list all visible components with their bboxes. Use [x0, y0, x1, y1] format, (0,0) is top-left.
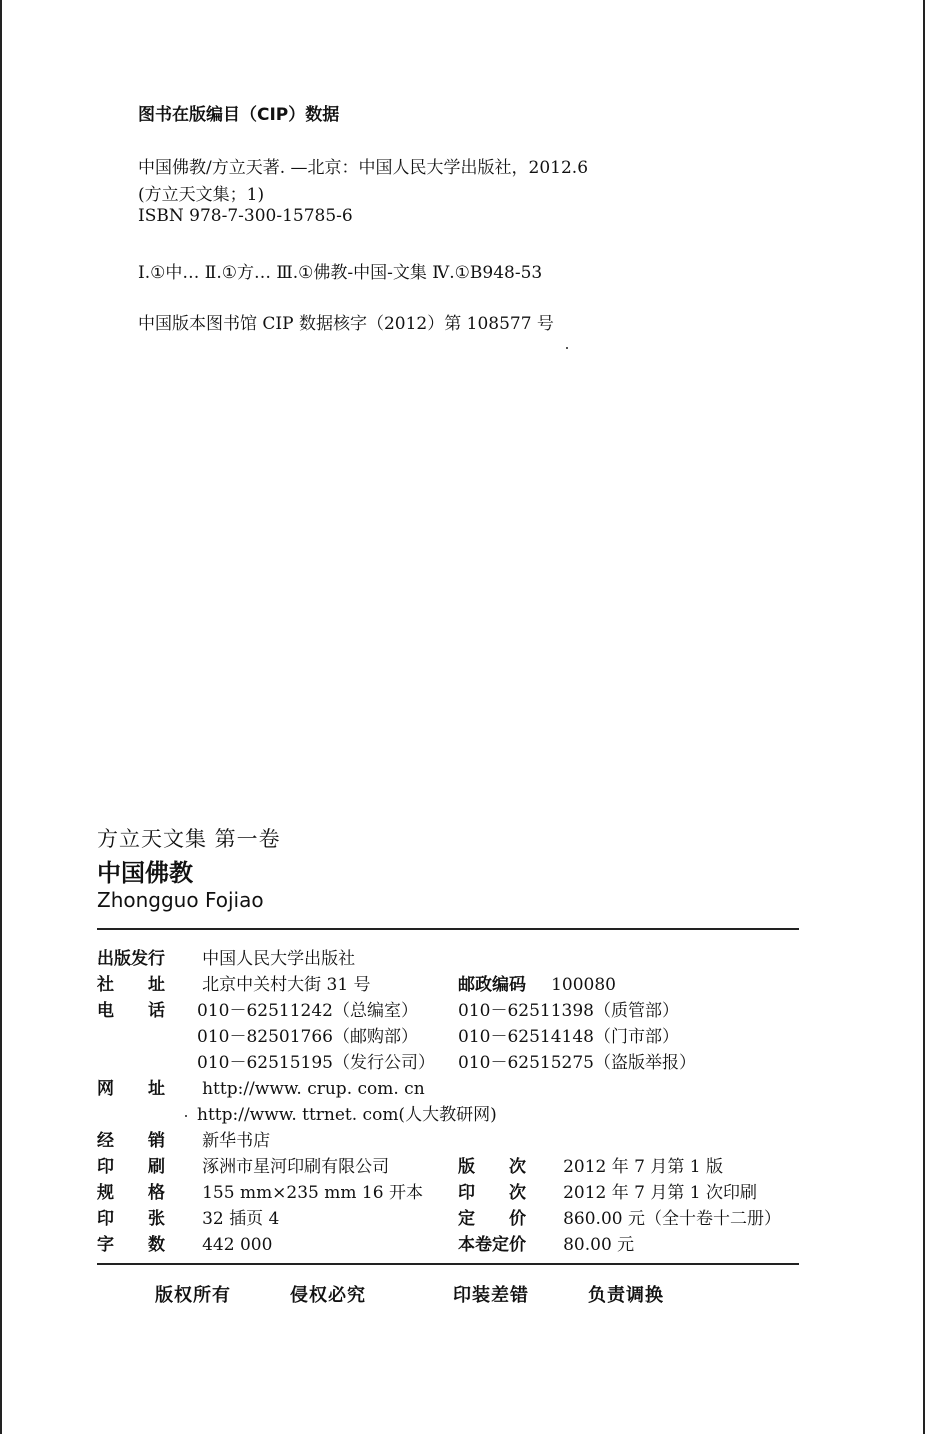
web-url-1: http://www. crup. com. cn	[202, 1079, 425, 1099]
address-value: 北京中关村大街 31 号	[202, 975, 371, 995]
web-label: 网 址	[97, 1079, 165, 1099]
imprint-vol-price	[458, 1230, 634, 1255]
format-value: 155 mm×235 mm 16 开本	[202, 1183, 423, 1203]
edition-label: 版 次	[458, 1157, 526, 1177]
phone-1a: 010－62511242（总编室）	[197, 1001, 418, 1021]
words-label: 字 数	[97, 1235, 165, 1255]
scan-speck-2	[185, 1115, 187, 1117]
imprint-row-address	[97, 970, 371, 995]
imprint-price	[458, 1204, 781, 1229]
dist-value: 新华书店	[202, 1131, 271, 1151]
cip-heading: 图书在版编目（CIP）数据	[138, 105, 340, 125]
imprint-row-dist	[97, 1126, 270, 1151]
cip-isbn: ISBN 978-7-300-15785-6	[138, 206, 353, 226]
postcode-label: 邮政编码	[458, 975, 526, 995]
phone-3b: 010－62515275（盗版举报）	[458, 1053, 696, 1073]
publisher-value: 中国人民大学出版社	[202, 949, 356, 969]
phone-2a: 010－82501766（邮购部）	[197, 1027, 418, 1047]
format-label: 规 格	[97, 1183, 165, 1203]
phone-2b: 010－62514148（门市部）	[458, 1027, 679, 1047]
series-title: 方立天文集 第一卷	[97, 827, 281, 851]
book-title: 中国佛教	[97, 859, 193, 887]
book-title-pinyin: Zhongguo Fojiao	[97, 888, 264, 912]
bottom-rule	[97, 1263, 799, 1265]
postcode-value: 100080	[551, 975, 616, 995]
imprint-row-sheets	[97, 1204, 279, 1229]
price-label: 定 价	[458, 1209, 526, 1229]
imprint-row-publisher	[97, 944, 355, 969]
printer-label: 印 刷	[97, 1157, 165, 1177]
top-rule	[97, 928, 799, 930]
print-label: 印 次	[458, 1183, 526, 1203]
phone-3a: 010－62515195（发行公司）	[197, 1053, 435, 1073]
vol-price-value: 80.00 元	[563, 1235, 635, 1255]
imprint-postcode	[458, 970, 616, 995]
web-url-2: http://www. ttrnet. com(人大教研网)	[197, 1105, 497, 1125]
words-value: 442 000	[202, 1235, 273, 1255]
address-label: 社 址	[97, 975, 165, 995]
footer-copyright: 版权所有	[155, 1285, 231, 1306]
footer-replace: 负责调换	[588, 1285, 664, 1306]
imprint-row-words	[97, 1230, 272, 1255]
imprint-edition	[458, 1152, 723, 1177]
printer-value: 涿洲市星河印刷有限公司	[202, 1157, 390, 1177]
dist-label: 经 销	[97, 1131, 165, 1151]
phone-label-wrap	[97, 996, 173, 1021]
cip-classification: Ⅰ.①中… Ⅱ.①方… Ⅲ.①佛教-中国-文集 Ⅳ.①B948-53	[138, 263, 543, 283]
footer-infringe: 侵权必究	[290, 1285, 366, 1306]
imprint-row-printer	[97, 1152, 389, 1177]
phone-label: 电 话	[97, 1001, 165, 1021]
imprint-row-web	[97, 1074, 425, 1099]
scan-speck	[566, 347, 568, 349]
sheets-value: 32 插页 4	[202, 1209, 280, 1229]
cip-line-1: 中国佛教/方立天著. —北京：中国人民大学出版社，2012.6	[138, 158, 589, 178]
vol-price-label: 本卷定价	[458, 1235, 526, 1255]
imprint-row-format	[97, 1178, 423, 1203]
publisher-label: 出版发行	[97, 949, 165, 969]
price-value: 860.00 元（全十卷十二册）	[563, 1209, 781, 1229]
footer-misprint: 印装差错	[453, 1285, 529, 1306]
cip-number: 中国版本图书馆 CIP 数据核字（2012）第 108577 号	[138, 314, 554, 334]
print-value: 2012 年 7 月第 1 次印刷	[563, 1183, 758, 1203]
phone-1b: 010－62511398（质管部）	[458, 1001, 679, 1021]
cip-line-2: (方立天文集；1)	[138, 185, 265, 205]
sheets-label: 印 张	[97, 1209, 165, 1229]
edition-value: 2012 年 7 月第 1 版	[563, 1157, 724, 1177]
imprint-print	[458, 1178, 757, 1203]
